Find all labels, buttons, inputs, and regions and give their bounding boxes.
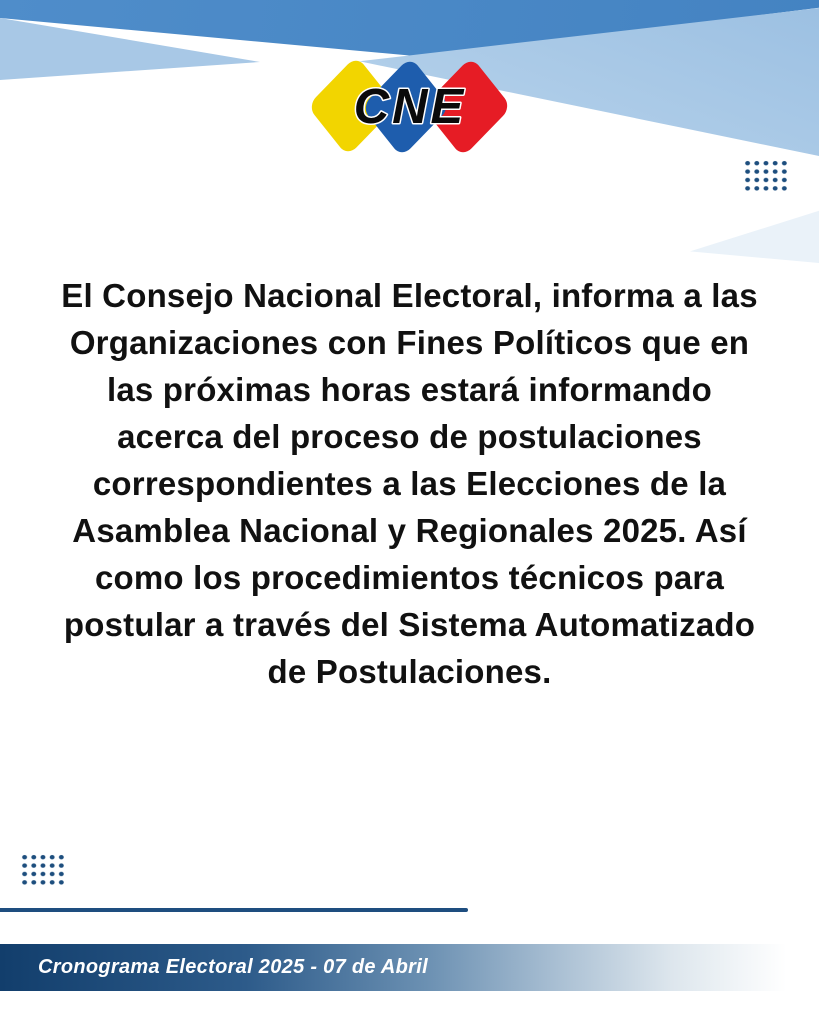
dot-grid-icon <box>20 853 66 887</box>
divider-line <box>0 908 468 912</box>
announcement-text: El Consejo Nacional Electoral, informa a las Organizaciones con Fines Políticos que en las próximas horas estará informando acerca del proceso de postulaciones correspondientes a las Elecciones de la Asamblea Nacional y Regionales 2025. Así como los procedimientos técnicos para postular a través del Sistema Automatizado de Postulaciones. <box>61 277 758 690</box>
cne-logo-text: CNE <box>353 80 467 134</box>
cne-logo <box>284 46 532 168</box>
dot-grid-icon <box>743 159 789 193</box>
footer-label: Cronograma Electoral 2025 - 07 de Abril <box>38 956 428 978</box>
footer-bar <box>0 944 819 991</box>
right-pale-wedge-shape <box>690 205 819 263</box>
